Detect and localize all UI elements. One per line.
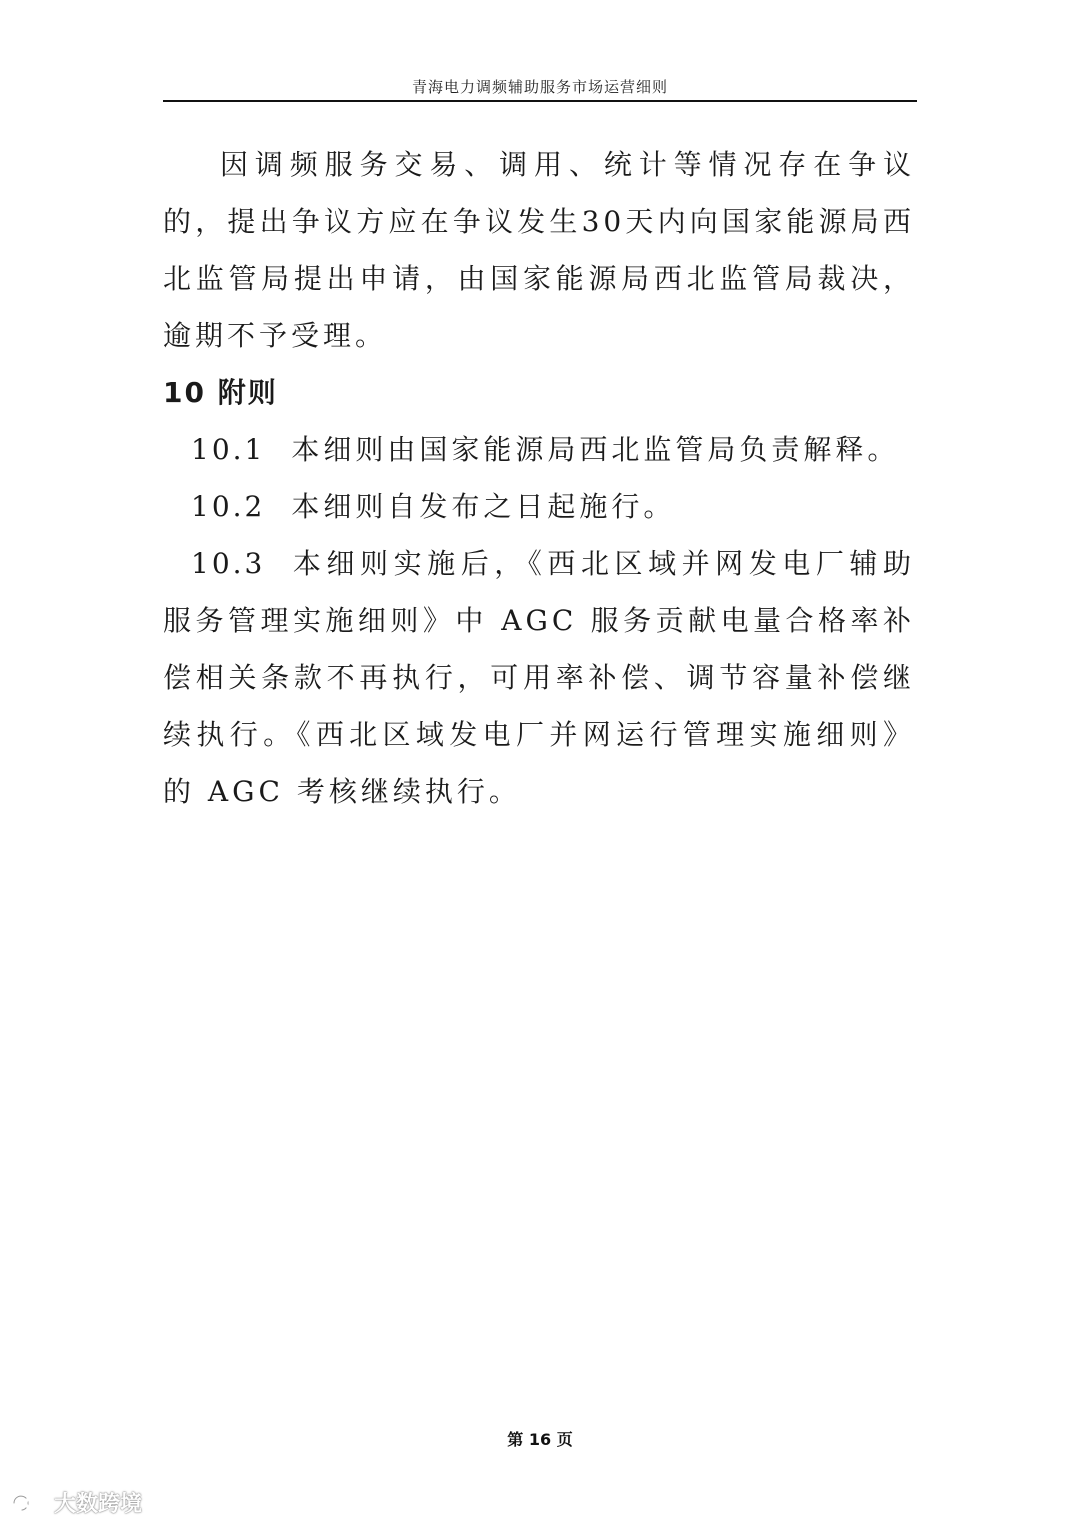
dispute-paragraph: 因调频服务交易、调用、统计等情况存在争议的，提出争议方应在争议发生30天内向国家能源局西北监管局提出申请，由国家能源局西北监管局裁决，逾期不予受理。 xyxy=(163,148,915,352)
clause-10-2 xyxy=(163,478,915,535)
document-body xyxy=(163,136,915,820)
clause-text: 本细则自发布之日起施行。 xyxy=(291,490,676,523)
clause-text: 本细则由国家能源局西北监管局负责解释。 xyxy=(291,433,900,466)
clause-number: 10.1 xyxy=(191,433,266,466)
clause-text: 本细则实施后，《西北区域并网发电厂辅助服务管理实施细则》中 AGC 服务贡献电量合格率补偿相关条款不再执行，可用率补偿、调节容量补偿继续执行。《西北区域发电厂并网运行管理实施细则》的 AGC 考核继续执行。 xyxy=(163,547,915,808)
clause-10-1 xyxy=(163,421,915,478)
watermark-text: 大数跨境 xyxy=(54,1492,143,1517)
page-number: 第 16 页 xyxy=(507,1430,573,1449)
section-heading: 10 附则 xyxy=(163,376,278,409)
watermark xyxy=(8,1487,142,1518)
header-divider xyxy=(163,100,917,102)
logo-icon xyxy=(8,1491,48,1515)
clause-number: 10.3 xyxy=(191,547,266,580)
clause-number: 10.2 xyxy=(191,490,266,523)
clause-10-3 xyxy=(163,535,915,820)
page-header-title: 青海电力调频辅助服务市场运营细则 xyxy=(411,78,668,96)
